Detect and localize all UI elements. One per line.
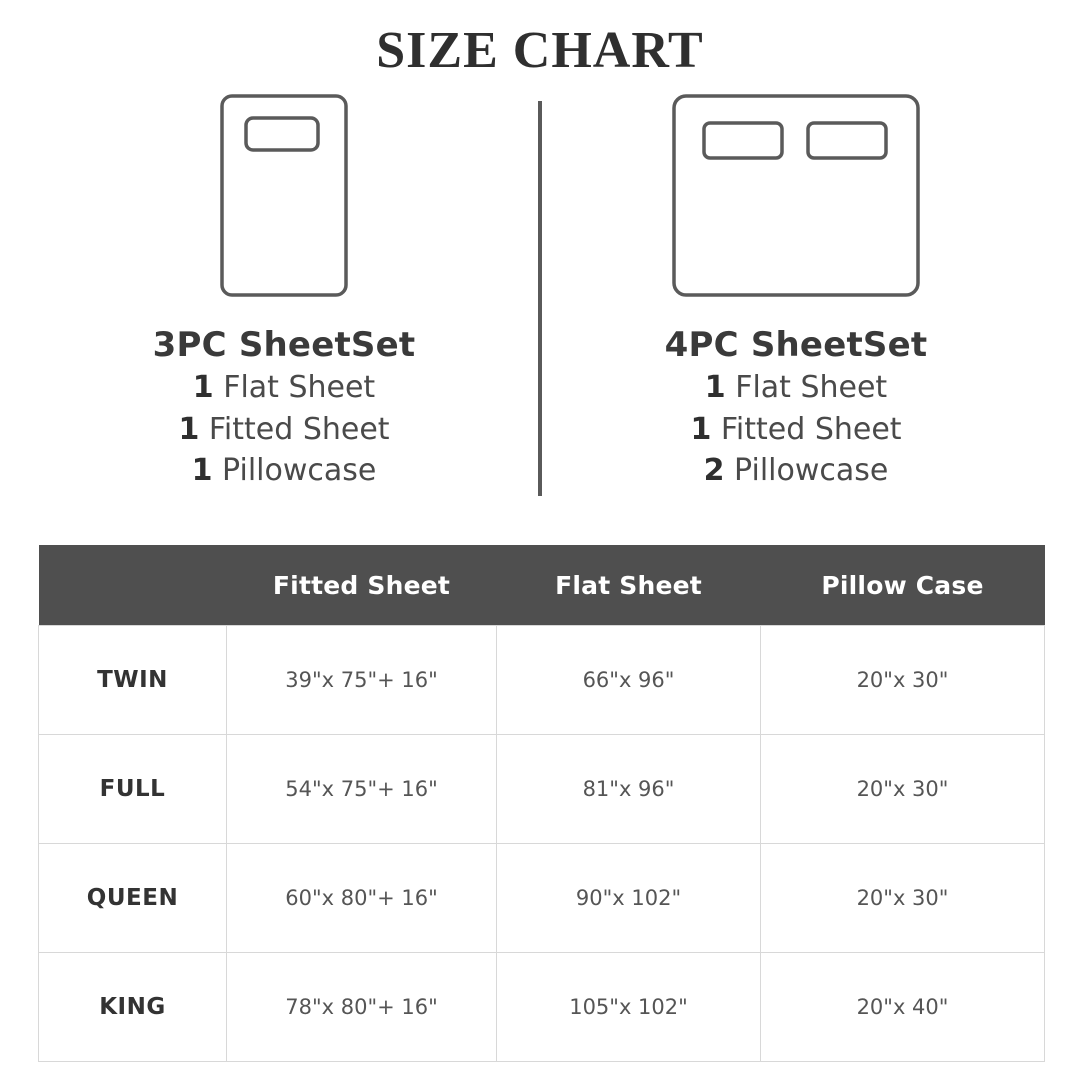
page-title: SIZE CHART: [376, 22, 704, 79]
table-header-corner: [39, 545, 227, 626]
panel-4pc-item-1-qty: 1: [690, 411, 712, 447]
cell-queen-fitted: 60"x 80"+ 16": [227, 844, 497, 953]
cell-twin-pillow: 20"x 30": [761, 626, 1045, 735]
table-header-row: [39, 545, 1045, 626]
panel-4pc-item-2-label: Pillowcase: [724, 453, 889, 489]
table-row: [39, 735, 1045, 844]
single-bed-icon: [219, 93, 349, 298]
panel-3pc-item-2-label: Pillowcase: [212, 453, 377, 489]
row-size-full: FULL: [39, 735, 227, 844]
panel-3pc-item-1: [178, 411, 389, 449]
cell-queen-flat: 90"x 102": [497, 844, 761, 953]
panel-3pc: [34, 93, 534, 490]
row-size-queen: QUEEN: [39, 844, 227, 953]
cell-king-fitted: 78"x 80"+ 16": [227, 953, 497, 1062]
panel-3pc-heading: 3PC SheetSet: [152, 325, 416, 366]
panel-4pc-item-1-label: Fitted Sheet: [711, 411, 902, 447]
panel-4pc-item-0: [705, 369, 887, 407]
cell-twin-fitted: 39"x 75"+ 16": [227, 626, 497, 735]
table-header-flat-sheet: Flat Sheet: [497, 545, 761, 626]
double-bed-illustration: [546, 93, 1046, 303]
table-row: [39, 953, 1045, 1062]
cell-full-fitted: 54"x 75"+ 16": [227, 735, 497, 844]
cell-full-pillow: 20"x 30": [761, 735, 1045, 844]
double-bed-icon: [671, 93, 921, 298]
cell-king-flat: 105"x 102": [497, 953, 761, 1062]
panel-4pc-item-2-qty: 2: [703, 453, 725, 489]
table-header-pillow-case: Pillow Case: [761, 545, 1045, 626]
row-size-twin: TWIN: [39, 626, 227, 735]
panel-4pc: [546, 93, 1046, 490]
cell-king-pillow: 20"x 40": [761, 953, 1045, 1062]
size-table-wrapper: [38, 545, 1044, 1062]
vertical-divider: [538, 101, 542, 496]
cell-twin-flat: 66"x 96": [497, 626, 761, 735]
panel-3pc-item-1-qty: 1: [178, 411, 200, 447]
panel-4pc-item-0-qty: 1: [704, 370, 726, 406]
panel-4pc-item-2: [704, 452, 889, 490]
panel-3pc-item-0-label: Flat Sheet: [213, 370, 376, 406]
table-row: [39, 626, 1045, 735]
sheet-set-comparison: [0, 93, 1080, 523]
table-row: [39, 844, 1045, 953]
row-size-king: KING: [39, 953, 227, 1062]
panel-3pc-item-2: [192, 452, 377, 490]
single-bed-illustration: [34, 93, 534, 303]
panel-3pc-item-2-qty: 1: [191, 453, 213, 489]
panel-3pc-item-0-qty: 1: [192, 370, 214, 406]
cell-full-flat: 81"x 96": [497, 735, 761, 844]
panel-3pc-item-0: [193, 369, 375, 407]
table-header-fitted-sheet: Fitted Sheet: [227, 545, 497, 626]
panel-3pc-item-1-label: Fitted Sheet: [199, 411, 390, 447]
panel-4pc-item-0-label: Flat Sheet: [725, 370, 888, 406]
panel-4pc-item-1: [690, 411, 901, 449]
size-table: [38, 545, 1045, 1062]
panel-4pc-heading: 4PC SheetSet: [664, 325, 928, 366]
cell-queen-pillow: 20"x 30": [761, 844, 1045, 953]
